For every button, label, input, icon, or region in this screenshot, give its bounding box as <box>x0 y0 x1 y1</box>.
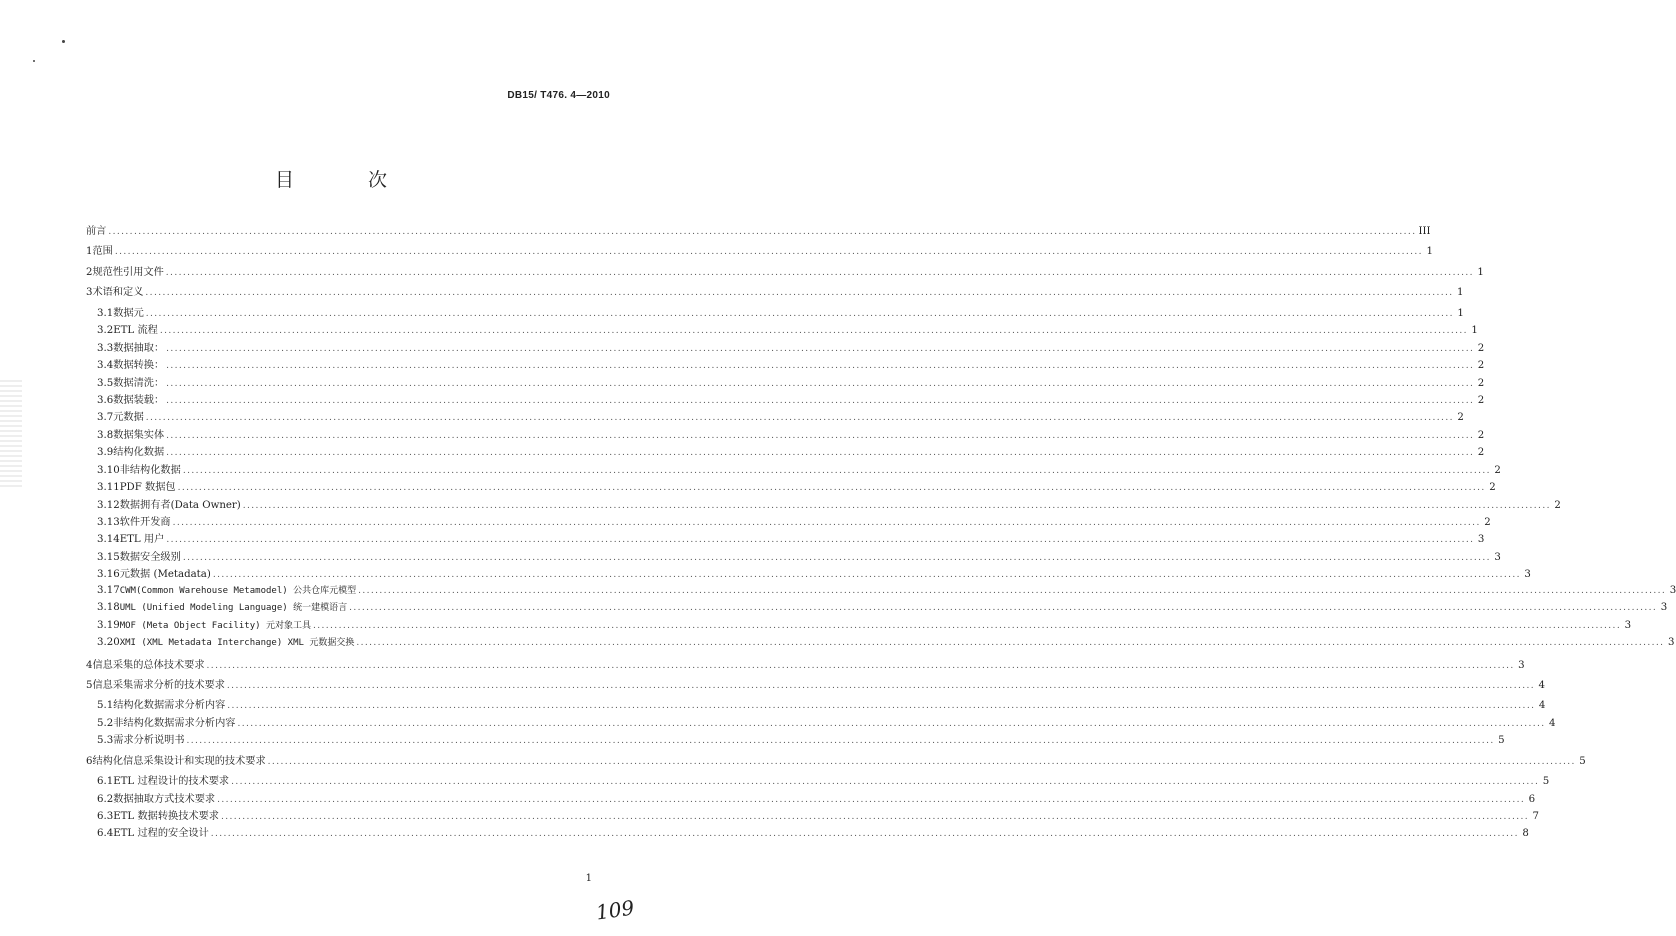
toc-entry <box>86 548 1501 565</box>
handwritten-page-note: 109 <box>594 895 636 925</box>
toc-leader-dots <box>166 448 1474 458</box>
toc-entry-page: 1 <box>1426 246 1433 258</box>
toc-entry <box>86 339 1485 356</box>
toc-entry-page: III <box>1418 226 1431 237</box>
toc-entry <box>86 635 1675 652</box>
toc-leader-dots <box>237 719 1545 729</box>
toc-leader-dots <box>231 777 1539 787</box>
toc-entry <box>86 807 1540 824</box>
toc-entry-title: 结构化数据 <box>113 447 165 459</box>
toc-entry <box>86 263 1484 280</box>
toc-entry-number: 1 <box>86 246 93 258</box>
toc-entry-title: ETL 用户 <box>119 534 165 546</box>
toc-leader-dots <box>207 661 1515 671</box>
toc-entry-number: 3.15 <box>97 551 120 563</box>
toc-entry-number: 3.2 <box>97 325 114 337</box>
toc-entry <box>86 443 1485 460</box>
toc-leader-dots <box>166 379 1474 389</box>
toc-entry-title: 非结构化数据 <box>119 464 181 476</box>
toc-entry-title: ETL 数据转换技术要求 <box>113 811 219 822</box>
toc-entry-number: 6 <box>86 755 93 767</box>
toc-leader-dots <box>178 483 1486 493</box>
toc-leader-dots <box>145 288 1453 298</box>
toc-entry-title: 结构化信息采集设计和实现的技术要求 <box>92 755 266 767</box>
toc-entry <box>86 772 1550 789</box>
toc-entry-page: 5 <box>1579 755 1586 767</box>
toc-entry-page: 3 <box>1624 619 1632 631</box>
toc-entry-page: 2 <box>1477 394 1485 406</box>
toc-entry-page: 8 <box>1522 828 1529 840</box>
toc-entry <box>86 583 1676 600</box>
toc-entry-page: 3 <box>1669 584 1676 596</box>
toc-entry <box>86 356 1485 373</box>
toc-entry-number: 3.6 <box>97 394 114 406</box>
toc-entry-page: 1 <box>1457 307 1464 319</box>
toc-entry-title: 数据安全级别 <box>119 551 181 563</box>
toc-entry-number: 3.20 <box>97 637 120 649</box>
toc-entry-title: 术语和定义 <box>92 287 144 299</box>
toc-entry-page: 4 <box>1538 700 1546 712</box>
toc-leader-dots <box>187 736 1495 746</box>
toc-entry-title: CWM(Common Warehouse Metamodel) 公共仓库元模型 <box>119 585 357 596</box>
toc-leader-dots <box>166 535 1474 545</box>
toc-entry-title: 数据抽取方式技术要求 <box>113 793 216 805</box>
toc-entry-page: 3 <box>1667 637 1675 649</box>
toc-entry <box>86 530 1485 547</box>
toc-entry-number: 2 <box>86 266 93 278</box>
toc-entry-page: 1 <box>1477 266 1484 278</box>
toc-entry <box>86 321 1478 338</box>
toc-entry-page: 2 <box>1554 499 1561 511</box>
toc-entry <box>86 391 1485 408</box>
toc-entry-title: 数据抽取： <box>113 342 165 354</box>
toc-entry <box>86 426 1485 443</box>
toc-leader-dots <box>217 795 1525 805</box>
toc-entry-number: 6.3 <box>97 811 114 822</box>
toc-entry <box>86 618 1632 635</box>
toc-entry-number: 3.13 <box>97 517 120 528</box>
toc-leader-dots <box>146 309 1454 319</box>
toc-entry-page: 3 <box>1524 569 1531 581</box>
toc-entry-page: 3 <box>1518 659 1525 671</box>
toc-entry-number: 3.19 <box>97 619 120 631</box>
toc-entry <box>86 696 1546 713</box>
toc-leader-dots <box>183 553 1491 563</box>
page-title: 目 次 <box>274 169 422 191</box>
toc-entry-number: 3.8 <box>97 429 114 441</box>
toc-entry-page: 2 <box>1477 360 1485 372</box>
toc-entry-title: 元数据 (Metadata) <box>119 569 211 581</box>
toc-entry-title: 数据元 <box>113 307 144 319</box>
toc-entry-title: 前言 <box>86 226 107 237</box>
toc-entry-title: 信息采集需求分析的技术要求 <box>92 679 225 691</box>
toc-leader-dots <box>160 326 1468 336</box>
toc-entry-page: 2 <box>1457 412 1464 424</box>
toc-entry <box>86 304 1464 321</box>
toc-entry-number: 4 <box>86 659 93 671</box>
toc-leader-dots <box>356 638 1664 648</box>
toc-entry-title: 软件开发商 <box>119 517 171 528</box>
toc-leader-dots <box>108 227 1416 237</box>
toc-entry-title: 数据清洗： <box>113 377 165 389</box>
toc-entry-number: 3.11 <box>97 482 120 494</box>
scan-speck <box>62 40 65 43</box>
toc-entry-number: 3.7 <box>97 412 114 424</box>
toc-entry <box>86 656 1525 673</box>
toc-entry <box>86 600 1668 617</box>
toc-entry-page: 1 <box>1457 287 1464 299</box>
toc-entry-number: 6.1 <box>97 776 114 788</box>
toc-entry-number: 3.3 <box>97 342 114 354</box>
toc-entry-page: 3 <box>1477 534 1485 546</box>
toc-leader-dots <box>243 501 1551 511</box>
toc-entry <box>86 461 1501 478</box>
toc-entry-page: 4 <box>1549 717 1556 729</box>
toc-entry-title: 范围 <box>92 246 113 258</box>
toc-entry-number: 3.5 <box>97 377 114 389</box>
toc-entry-number: 5.3 <box>97 735 114 747</box>
toc-entry-title: 需求分析说明书 <box>113 735 185 747</box>
toc-leader-dots <box>183 466 1491 476</box>
toc-entry <box>86 242 1433 259</box>
toc-entry-page: 2 <box>1477 429 1485 441</box>
toc-leader-dots <box>166 268 1474 278</box>
toc-entry-number: 6.4 <box>97 828 114 840</box>
toc-leader-dots <box>227 701 1535 711</box>
toc-leader-dots <box>213 570 1521 580</box>
toc-entry-title: 数据集实体 <box>113 429 165 441</box>
toc-entry-page: 5 <box>1498 735 1505 747</box>
document-code: DB15/ T476. 4—2010 <box>507 90 610 101</box>
toc-entry-title: PDF 数据包 <box>119 482 176 494</box>
toc-entry-page: 1 <box>1471 325 1478 337</box>
toc-entry-title: 非结构化数据需求分析内容 <box>113 717 236 729</box>
toc-entry-title: ETL 流程 <box>113 325 158 337</box>
toc-entry-page: 5 <box>1542 776 1550 788</box>
toc-entry-number: 3.1 <box>97 307 114 319</box>
toc-entry-title: UML (Unified Modeling Language) 统一建模语言 <box>119 603 348 614</box>
toc-entry-page: 3 <box>1660 602 1668 614</box>
toc-entry <box>86 283 1464 300</box>
toc-entry-title: 规范性引用文件 <box>92 266 164 278</box>
toc-leader-dots <box>115 247 1423 257</box>
toc-entry-page: 4 <box>1538 679 1545 691</box>
toc-entry <box>86 790 1536 807</box>
toc-leader-dots <box>221 812 1529 822</box>
toc-leader-dots <box>166 431 1474 441</box>
toc-entry-page: 2 <box>1484 517 1491 528</box>
toc-entry-number: 5.2 <box>97 717 114 729</box>
toc-entry-title: ETL 过程的安全设计 <box>113 828 209 840</box>
toc-entry-number: 3 <box>86 287 93 299</box>
toc-leader-dots <box>166 361 1474 371</box>
toc-entry-title: 数据拥有者(Data Owner) <box>119 499 241 511</box>
toc-entry-number: 3.16 <box>97 569 120 581</box>
toc-entry-number: 3.18 <box>97 602 120 614</box>
toc-entry <box>86 478 1496 495</box>
toc-entry-page: 3 <box>1494 551 1501 563</box>
toc-entry <box>86 222 1431 239</box>
toc-leader-dots <box>358 586 1666 596</box>
toc-entry-number: 5 <box>86 679 93 691</box>
toc-entry <box>86 714 1556 731</box>
toc-leader-dots <box>268 757 1576 767</box>
toc-entry <box>86 496 1561 513</box>
toc-entry-number: 6.2 <box>97 793 114 805</box>
toc-entry-number: 3.10 <box>97 464 120 476</box>
toc-entry-page: 2 <box>1477 342 1485 354</box>
toc-entry-number: 5.1 <box>97 700 114 712</box>
toc-leader-dots <box>313 621 1621 631</box>
toc-entry-title: MOF (Meta Object Facility) 元对象工具 <box>119 620 311 631</box>
toc-entry <box>86 752 1586 769</box>
toc-entry-title: 数据装载： <box>113 394 165 406</box>
toc-entry-page: 2 <box>1477 447 1485 459</box>
toc-entry <box>86 513 1491 530</box>
toc-entry-title: ETL 过程设计的技术要求 <box>113 776 230 788</box>
toc-entry-number: 3.14 <box>97 534 120 546</box>
toc-leader-dots <box>166 344 1474 354</box>
toc-entry-title: 信息采集的总体技术要求 <box>92 659 205 671</box>
toc-entry-page: 2 <box>1494 464 1501 476</box>
toc-entry-title: 数据转换： <box>113 360 165 372</box>
toc-entry-title: 结构化数据需求分析内容 <box>113 700 226 712</box>
toc-entry-title: XMI (XML Metadata Interchange) XML 元数据交换 <box>119 638 355 649</box>
toc-entry <box>86 408 1464 425</box>
toc-entry <box>86 824 1529 841</box>
toc-leader-dots <box>173 518 1481 528</box>
toc-entry-number: 3.4 <box>97 360 114 372</box>
page-number: 1 <box>585 873 592 884</box>
toc-entry-page: 7 <box>1532 811 1540 822</box>
toc-leader-dots <box>349 603 1657 613</box>
toc-entry <box>86 731 1505 748</box>
toc-leader-dots <box>146 413 1454 423</box>
scan-speck <box>33 60 35 62</box>
table-of-contents <box>86 222 1676 842</box>
toc-entry-title: 元数据 <box>113 412 144 424</box>
toc-entry-number: 3.9 <box>97 447 114 459</box>
toc-entry-page: 2 <box>1489 482 1496 494</box>
scan-edge-noise <box>0 380 22 490</box>
toc-entry-number: 3.17 <box>97 584 120 596</box>
toc-entry-number: 3.12 <box>97 499 120 511</box>
toc-leader-dots <box>211 829 1519 839</box>
toc-entry <box>86 374 1485 391</box>
toc-leader-dots <box>166 396 1474 406</box>
toc-entry <box>86 565 1531 582</box>
toc-leader-dots <box>227 681 1535 691</box>
toc-entry-page: 6 <box>1528 793 1536 805</box>
toc-entry <box>86 676 1545 693</box>
toc-entry-page: 2 <box>1477 377 1485 389</box>
